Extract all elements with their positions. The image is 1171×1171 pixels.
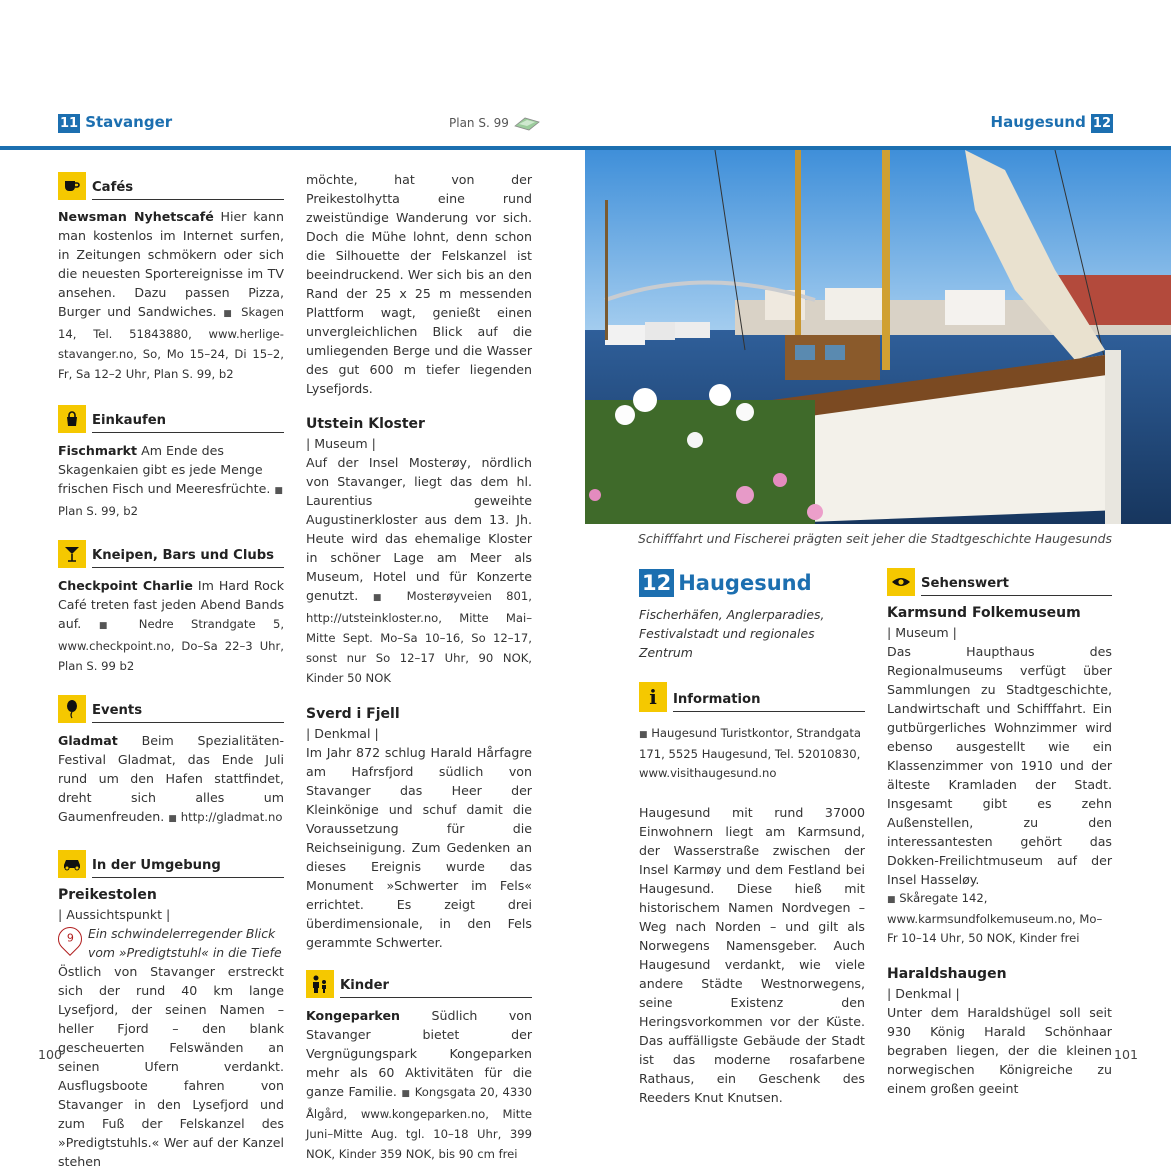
page-number-right: 101 xyxy=(1114,1047,1139,1062)
entry-name: Checkpoint Charlie xyxy=(58,578,193,593)
entry-text: Auf der Insel Mosterøy, nördlich von Stavanger, liegt das dem hl. Laurentius geweihte Augustinerkloster aus dem 13. Jh. Heute wird das ehemalige Kloster in schöner Lage am Meer als Museum, Hotel und für Konzerte genutzt. xyxy=(306,455,532,603)
page-number-left: 100 xyxy=(38,1047,63,1062)
balloon-icon xyxy=(58,695,86,723)
chapter-heading xyxy=(639,569,865,597)
entry-info: Nedre Strandgate 5, www.checkpoint.no, Do–Sa 22–3 Uhr, Plan S. 99 b2 xyxy=(58,617,285,673)
shopping-bag-icon xyxy=(58,405,86,433)
kneipen-entry xyxy=(58,576,284,676)
column-3 xyxy=(639,569,865,1107)
entry-text: Das Haupthaus des Regionalmuseums verfügt über Sammlungen zu Stadtgeschichte, Landwirtschaft und Schifffahrt. Ein gutbürgerliches Wohnzimmer wird ebenso ausgestellt wie ein Klassenzimmer von 1910 und der älteste Kramladen der Stadt. Insgesamt gibt es zehn Außenstellen, zu den interessantesten gehört das Dokken-Freilichtmuseum auf der Insel Hasseløy. xyxy=(887,644,1112,887)
quote-block xyxy=(58,924,284,962)
family-icon xyxy=(306,970,334,998)
section-kneipen xyxy=(58,540,284,568)
chapter-number-left: 11 xyxy=(60,116,79,131)
info-square-icon: ■ xyxy=(98,621,122,631)
info-square-icon: ■ xyxy=(274,486,283,496)
map-icon xyxy=(513,114,541,132)
entry-info: Skagen 14, Tel. 51843880, www.herlige-stavanger.no, So, Mo 15–24, Di 15–2, Fr, Sa 12–2 Uhr, Plan S. 99, b2 xyxy=(58,305,284,381)
section-title: Kneipen, Bars und Clubs xyxy=(92,546,284,568)
entry-info: Haugesund Turistkontor, Strandgata 171, 5525 Haugesund, Tel. 52010830, www.visithaugesund.no xyxy=(639,726,862,780)
information-entry xyxy=(639,724,865,783)
info-square-icon: ■ xyxy=(168,814,177,824)
column-4 xyxy=(887,568,1112,1098)
continued-text: möchte, hat von der Preikestolhytta eine rund zweistündige Wanderung vor sich. Doch die Mühe lohnt, denn schon die Silhouette der Felskanzel ist beeindruckend. Wer sich bis an den Rand der 25 x 25 m messenden Plattform wagt, genießt einen unvergleichlichen Blick auf die umliegenden Berge und die Wasser des gut 600 m tiefer liegenden Lysefjords. xyxy=(306,172,532,396)
left-running-header xyxy=(58,112,172,133)
photo-caption: Schifffahrt und Fischerei prägten seit jeher die Stadtgeschichte Haugesunds xyxy=(638,531,1112,546)
section-title: Kinder xyxy=(340,976,532,998)
entry-title: Preikestolen xyxy=(58,887,157,903)
events-entry xyxy=(58,731,284,829)
pin-number: 9 xyxy=(66,932,74,945)
kinder-entry xyxy=(306,1006,532,1164)
chapter-title: Haugesund xyxy=(678,571,812,595)
entry-text: Östlich von Stavanger erstreckt sich der rund 40 km lange Lysefjord, der seinen Namen – heller Fjord – den blank gescheuerten Felswänden an seinen Ufern verdankt. Ausflugsboote fahren von Stavanger in den Lysefjord und zum Fuß der Felskanzel des »Predigtstuhls.« Wer auf der Kanzel stehen xyxy=(58,964,284,1169)
column-1 xyxy=(58,172,284,1171)
entry-info: Kongsgata 20, 4330 Ålgård, www.kongeparken.no, Mitte Juni–Mitte Aug. tgl. 10–18 Uhr, 399 NOK, Kinder 359 NOK, bis 90 cm frei xyxy=(306,1085,532,1161)
info-square-icon: ■ xyxy=(372,593,392,603)
chapter-intro-text: Haugesund mit rund 37000 Einwohnern liegt am Karmsund, der Wasserstraße zwischen der Insel Karmøy und dem Festland bei Haugesund. Diese hieß mit historischem Namen Nordvegen – Weg nach Norden – und gilt als Norwegens Namensgeber. Auch Haugesund verdankt, wie viele andere Städte Westnorwegens, seine Existenz den Heringsvorkommen vor der Küste. Das auffälligste Gebäude der Stadt ist das moderne rosafarbene Rathaus, ein Geschenk des Reeders Knut Knutsen. xyxy=(639,805,865,1105)
entry-text: Hier kann man kostenlos im Internet surfen, in Zeitungen schmökern oder sich die neuesten Sportereignisse im TV ansehen. Dazu passen Pizza, Burger und Sandwiches. xyxy=(58,209,284,319)
right-running-header xyxy=(991,112,1113,133)
section-information xyxy=(639,682,865,712)
entry-name: Fischmarkt xyxy=(58,443,138,458)
entry-type: | Museum | xyxy=(306,436,376,451)
plan-reference xyxy=(449,114,541,132)
eye-icon xyxy=(887,568,915,596)
entry-name: Gladmat xyxy=(58,733,118,748)
coffee-cup-icon xyxy=(58,172,86,200)
chapter-title-left: Stavanger xyxy=(85,113,173,131)
entry-text: Unter dem Haraldshügel soll seit 930 König Harald Schönhaar begraben liegen, der die kleinen norwegischen Königreiche zu einem großen geeint xyxy=(887,1005,1112,1096)
plan-label: Plan S. 99 xyxy=(449,116,509,130)
entry-info: Mosterøyveien 801, http://utsteinkloster.no, Mitte Mai–Mitte Sept. Mo–Sa 10–16, So 12–17, sonst nur So 12–17 Uhr, 90 NOK, Kinder 50 NOK xyxy=(306,589,532,685)
entry-type: | Aussichtspunkt | xyxy=(58,907,171,922)
info-square-icon: ■ xyxy=(887,895,896,905)
section-title: Information xyxy=(673,690,865,712)
info-square-icon: ■ xyxy=(639,730,648,740)
chapter-number-right: 12 xyxy=(1092,116,1111,131)
section-kinder xyxy=(306,970,532,998)
section-sehenswert xyxy=(887,568,1112,596)
info-square-icon: ■ xyxy=(223,309,235,319)
section-events xyxy=(58,695,284,723)
section-cafes xyxy=(58,172,284,200)
section-title: Events xyxy=(92,701,284,723)
entry-info: Plan S. 99, b2 xyxy=(58,504,138,518)
section-title: In der Umgebung xyxy=(92,856,284,878)
utstein-entry xyxy=(306,453,532,688)
info-icon: i xyxy=(639,682,667,712)
karmsund-info xyxy=(887,889,1112,948)
section-umgebung xyxy=(58,850,284,878)
entry-type: | Denkmal | xyxy=(887,986,960,1001)
entry-quote: Ein schwindelerregender Blick vom »Predigtstuhl« in die Tiefe xyxy=(88,926,282,960)
einkaufen-entry xyxy=(58,441,284,521)
entry-title: Haraldshaugen xyxy=(887,966,1007,982)
entry-text: Am Ende des Skagenkaien gibt es jede Menge frischen Fisch und Meeresfrüchte. xyxy=(58,443,271,496)
chapter-number: 12 xyxy=(639,569,674,597)
entry-type: | Denkmal | xyxy=(306,726,379,741)
section-einkaufen xyxy=(58,405,284,433)
harbor-photo xyxy=(585,150,1171,524)
column-2 xyxy=(306,170,532,1164)
entry-text: Beim Spezialitäten-Festival Gladmat, das Ende Juli rund um den Hafen stattfindet, dreht sich alles um Gaumenfreuden. xyxy=(58,733,284,824)
car-icon xyxy=(58,850,86,878)
cafes-entry xyxy=(58,207,284,384)
entry-type: | Museum | xyxy=(887,625,957,640)
entry-text: Im Hard Rock Café treten fast jeden Abend Bands auf. xyxy=(58,578,284,631)
entry-text: Südlich von Stavanger bietet der Vergnügungspark Kongeparken mehr als 60 Aktivitäten für die ganze Familie. xyxy=(306,1008,532,1099)
entry-name: Newsman Nyhetscafé xyxy=(58,209,214,224)
entry-title: Sverd i Fjell xyxy=(306,706,400,722)
sailboat-harbor-image xyxy=(585,150,1171,524)
section-title: Sehenswert xyxy=(921,574,1112,596)
entry-info: Skåregate 142, www.karmsundfolkemuseum.no, Mo–Fr 10–14 Uhr, 50 NOK, Kinder frei xyxy=(887,891,1103,945)
entry-title: Utstein Kloster xyxy=(306,416,425,432)
info-square-icon: ■ xyxy=(401,1089,411,1099)
section-title: Cafés xyxy=(92,178,284,200)
map-pin-icon xyxy=(58,924,88,951)
chapter-title-right: Haugesund xyxy=(990,113,1086,131)
entry-title: Karmsund Folkemuseum xyxy=(887,605,1081,621)
entry-text: Im Jahr 872 schlug Harald Hårfagre am Hafrsfjord südlich von Stavanger das Heer der Kleinkönige und schuf damit die Voraussetzung für die Reichseinigung. Zum Gedenken an dieses Ereignis wurde das Monument »Schwerter im Fels« errichtet. Es zeigt drei überdimensionale, in den Fels gerammte Schwerter. xyxy=(306,745,532,950)
entry-info: http://gladmat.no xyxy=(180,810,283,824)
chapter-subtitle: Fischerhäfen, Anglerparadies, Festivalstadt und regionales Zentrum xyxy=(639,607,825,660)
entry-name: Kongeparken xyxy=(306,1008,400,1023)
section-title: Einkaufen xyxy=(92,411,284,433)
cocktail-glass-icon xyxy=(58,540,86,568)
